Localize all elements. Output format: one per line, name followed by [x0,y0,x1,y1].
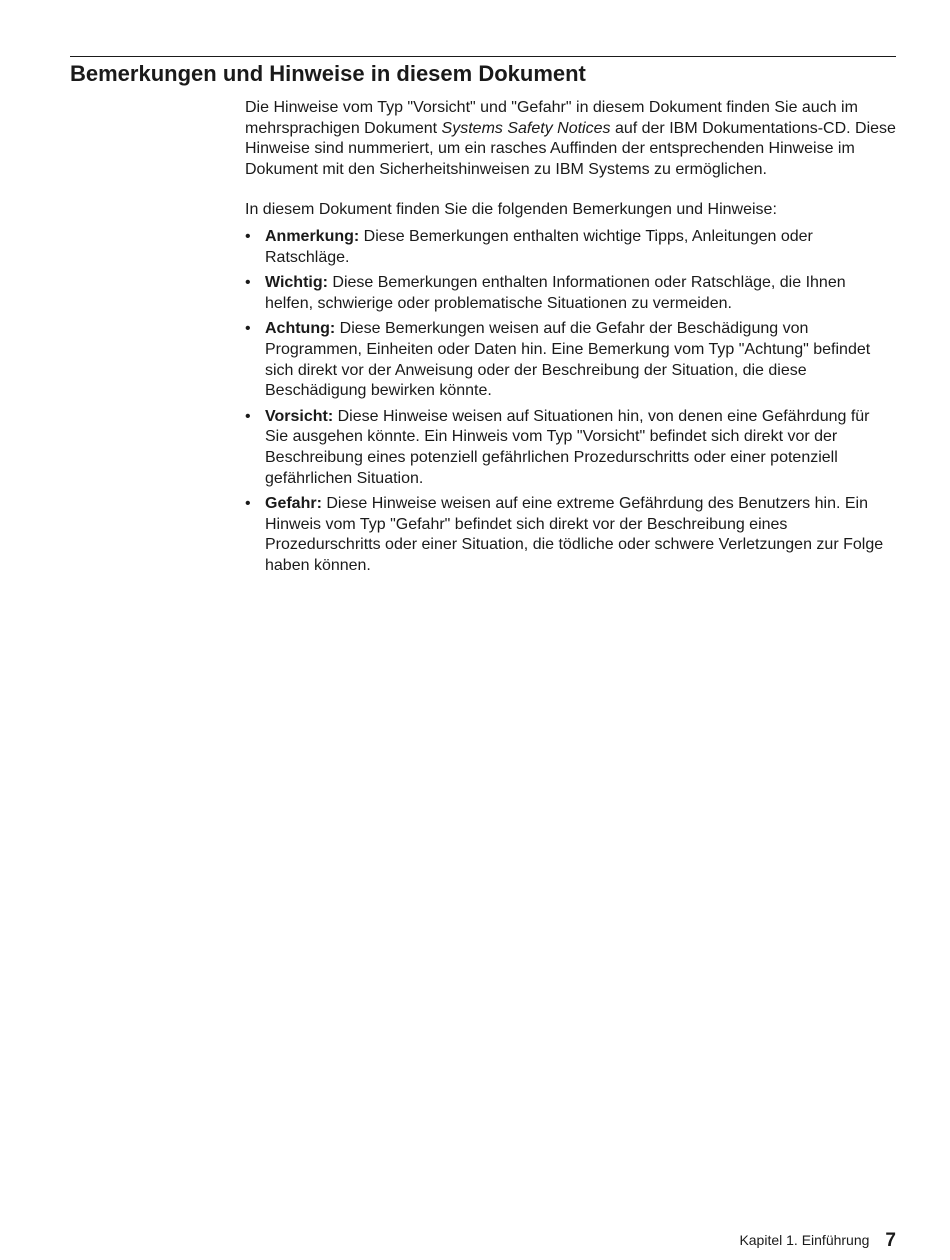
list-item-wichtig [245,273,897,314]
bullet-icon: • [245,274,251,292]
bullet-icon: • [245,320,251,338]
list-intro-paragraph: In diesem Dokument finden Sie die folgenden Bemerkungen und Hinweise: [245,201,777,219]
bullet-icon: • [245,407,251,425]
section-body [245,98,897,581]
notice-term: Wichtig: [265,274,328,292]
list-item-gefahr [245,494,897,576]
notice-term: Gefahr: [265,495,322,513]
notice-description: Diese Bemerkungen enthalten wichtige Tipps, Anleitungen oder Ratschläge. [265,227,813,266]
notice-term: Achtung: [265,320,336,338]
notice-description: Diese Hinweise weisen auf eine extreme Gefährdung des Benutzers hin. Ein Hinweis vom Typ "Gefahr" befindet sich direkt vor der Beschreibung eines Prozedurschritts oder einer Situation, die tödliche oder schwere Verletzungen zur Folge haben können. [265,495,884,574]
top-rule [70,56,896,57]
referenced-document-title: Systems Safety Notices [441,119,611,137]
notice-term: Anmerkung: [265,227,360,245]
intro-paragraph [245,98,897,180]
page-footer [739,1230,896,1254]
page-number: 7 [885,1230,896,1251]
bullet-icon: • [245,495,251,513]
list-item-vorsicht [245,407,897,489]
intro-text-part1: Die Hinweise vom Typ "Vorsicht" und "Gefahr" in diesem Dokument finden Sie auch im mehrsprachigen Dokument [245,99,858,137]
bullet-icon: • [245,227,251,245]
notice-description: Diese Bemerkungen weisen auf die Gefahr der Beschädigung von Programmen, Einheiten oder Daten hin. Eine Bemerkung vom Typ "Achtung" befindet sich direkt vor der Anweisung oder der Beschreibung der Situation, die diese Beschädigung bewirken könnte. [265,320,871,400]
notice-type-list [245,227,897,577]
intro-text-part2: auf der IBM Dokumentations-CD. Diese Hinweise sind nummeriert, um ein rasches Auffinden der entsprechenden Hinweise im Dokument mit den Sicherheitshinweisen zu IBM Systems zu ermöglichen. [245,119,896,178]
list-item-anmerkung [245,227,897,268]
notice-description: Diese Bemerkungen enthalten Informationen oder Ratschläge, die Ihnen helfen, schwierige oder problematische Situationen zu vermeiden. [265,274,846,312]
list-item-achtung [245,319,897,401]
footer-chapter-title: Kapitel 1. Einführung [739,1232,870,1248]
notice-description: Diese Hinweise weisen auf Situationen hin, von denen eine Gefährdung für Sie ausgehen könnte. Ein Hinweis vom Typ "Vorsicht" befindet sich direkt vor der Beschreibung eines potenziell gefährlichen Prozedurschritts oder einer potenziell gefährlichen Situation. [265,407,870,487]
section-title: Bemerkungen und Hinweise in diesem Dokument [70,61,586,86]
notice-term: Vorsicht: [265,407,334,425]
